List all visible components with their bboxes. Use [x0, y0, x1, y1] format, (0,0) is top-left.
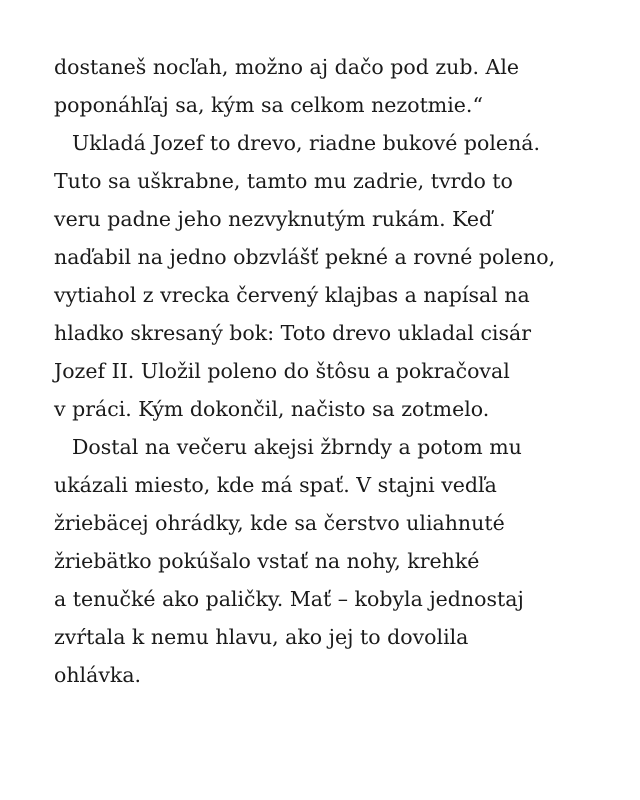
text-line: vytiahol z vrecka červený klajbas a napísal na — [54, 283, 530, 307]
text-line: a tenučké ako paličky. Mať – kobyla jednostaj — [54, 587, 524, 611]
book-page-text — [54, 48, 614, 694]
text-line: ukázali miesto, kde má spať. V stajni vedľa — [54, 473, 497, 497]
text-line: ohlávka. — [54, 663, 142, 687]
text-line: hladko skresaný bok: Toto drevo ukladal cisár — [54, 321, 532, 345]
text-line: poponáhľaj sa, kým sa celkom nezotmie.“ — [54, 93, 483, 117]
text-line: v práci. Kým dokončil, načisto sa zotmelo. — [54, 397, 490, 421]
text-line: žriebätko pokúšalo vstať na nohy, krehké — [54, 549, 480, 573]
text-line: žriebäcej ohrádky, kde sa čerstvo uliahnuté — [54, 511, 505, 535]
text-line: Jozef II. Uložil poleno do štôsu a pokračoval — [54, 359, 510, 383]
text-line-paragraph-start: Ukladá Jozef to drevo, riadne bukové polená. — [72, 131, 541, 155]
text-line: naďabil na jedno obzvlášť pekné a rovné poleno, — [54, 245, 556, 269]
text-line: veru padne jeho nezvyknutým rukám. Keď — [54, 207, 493, 231]
text-line: zvŕtala k nemu hlavu, ako jej to dovolila — [54, 625, 469, 649]
text-line: dostaneš nocľah, možno aj dačo pod zub. Ale — [54, 55, 520, 79]
text-line: Tuto sa uškrabne, tamto mu zadrie, tvrdo to — [54, 169, 513, 193]
text-line-paragraph-start: Dostal na večeru akejsi žbrndy a potom mu — [72, 435, 522, 459]
